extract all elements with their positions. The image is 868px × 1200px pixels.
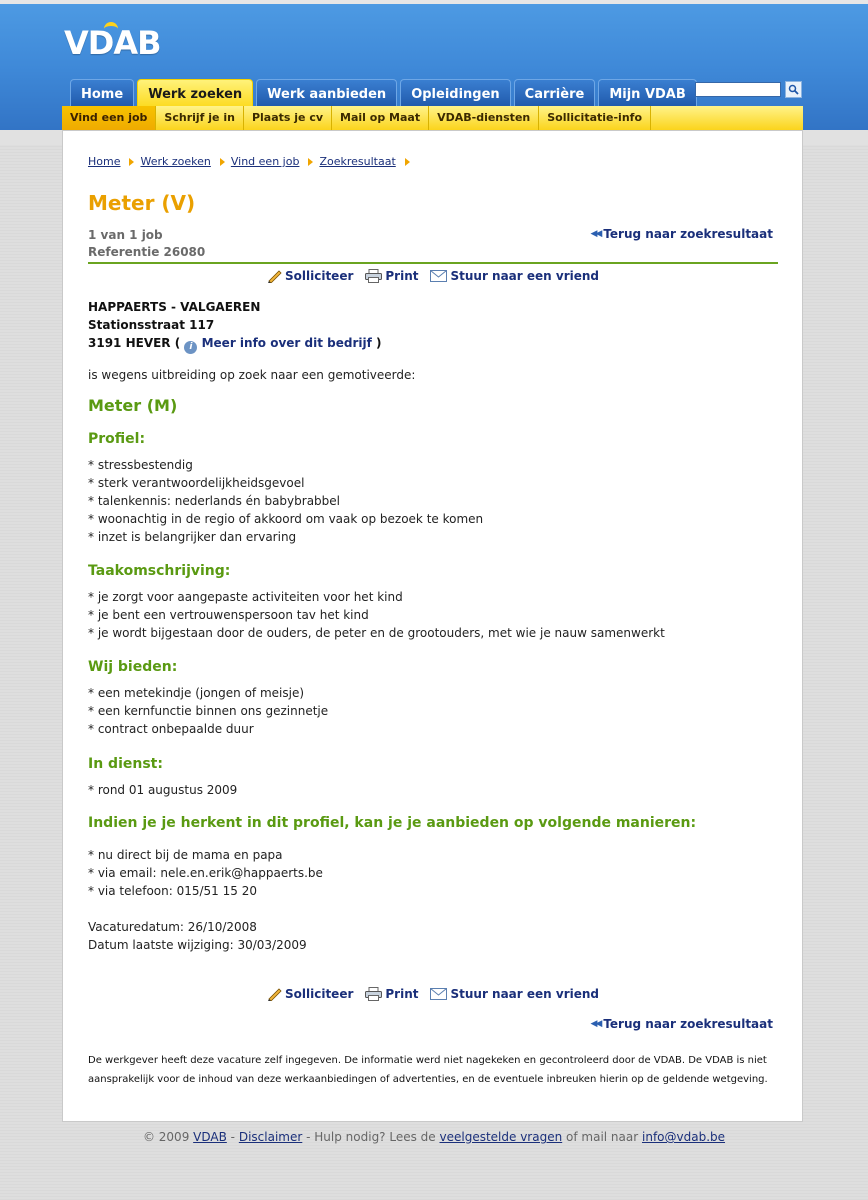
print-link[interactable] <box>365 269 418 283</box>
breadcrumb-arrow-icon <box>129 158 134 166</box>
dates-block <box>88 918 307 954</box>
list-item: * inzet is belangrijker dan ervaring <box>88 530 297 544</box>
list-item: * je bent een vertrouwenspersoon tav het kind <box>88 608 369 622</box>
company-street: Stationsstraat 117 <box>88 318 215 332</box>
footer-mail-text: of mail naar <box>566 1130 639 1144</box>
dienst-list <box>88 781 237 799</box>
footer-vdab-link[interactable]: VDAB <box>193 1130 227 1144</box>
tab-werk-zoeken[interactable]: Werk zoeken <box>137 79 253 110</box>
breadcrumb-vind-een-job[interactable]: Vind een job <box>230 155 300 168</box>
back-to-results-link-bottom[interactable] <box>590 1017 773 1031</box>
footer-help-text: - Hulp nodig? Lees de <box>306 1130 436 1144</box>
job-reference: Referentie 26080 <box>88 245 206 259</box>
back-to-results-label: Terug naar zoekresultaat <box>603 227 773 241</box>
sub-navigation <box>62 106 803 130</box>
apply-link[interactable] <box>267 269 353 283</box>
breadcrumb-zoekresultaat[interactable]: Zoekresultaat <box>319 155 396 168</box>
more-info-link[interactable]: Meer info over dit bedrijf <box>201 336 372 350</box>
apply-ways-list <box>88 846 323 900</box>
subnav-vdab-diensten[interactable]: VDAB-diensten <box>429 106 539 130</box>
profiel-heading: Profiel: <box>88 431 146 447</box>
tab-werk-aanbieden[interactable]: Werk aanbieden <box>256 79 397 109</box>
list-item: * sterk verantwoordelijkheidsgevoel <box>88 476 305 490</box>
breadcrumb-arrow-icon <box>220 158 225 166</box>
taak-list <box>88 588 665 642</box>
paren-open: ( <box>174 336 185 350</box>
subnav-mail-op-maat[interactable]: Mail op Maat <box>332 106 429 130</box>
breadcrumb <box>88 155 410 168</box>
vacancy-date: Vacaturedatum: 26/10/2008 <box>88 920 257 934</box>
footer-disclaimer-link[interactable]: Disclaimer <box>238 1130 303 1144</box>
page-footer <box>0 1130 868 1144</box>
bieden-list <box>88 684 328 738</box>
action-bar-top <box>88 269 778 283</box>
list-item: * nu direct bij de mama en papa <box>88 848 283 862</box>
search-input[interactable] <box>695 82 781 97</box>
send-to-friend-link[interactable] <box>430 269 599 283</box>
list-item: * een kernfunctie binnen ons gezinnetje <box>88 704 329 718</box>
bieden-heading: Wij bieden: <box>88 659 178 675</box>
search-button[interactable] <box>785 81 802 98</box>
job-count: 1 van 1 job <box>88 228 163 242</box>
info-icon: i <box>184 341 197 354</box>
envelope-icon <box>430 988 447 1000</box>
printer-icon <box>365 269 382 283</box>
tab-mijn-vdab[interactable]: Mijn VDAB <box>598 79 696 109</box>
taak-heading: Taakomschrijving: <box>88 563 231 579</box>
back-to-results-link-top[interactable] <box>590 227 773 241</box>
breadcrumb-werk-zoeken[interactable]: Werk zoeken <box>140 155 211 168</box>
apply-label: Solliciteer <box>284 269 354 283</box>
job-meta <box>88 227 205 261</box>
envelope-icon <box>430 270 447 282</box>
company-city-line <box>88 334 381 354</box>
print-link[interactable] <box>365 987 418 1001</box>
list-item: * je wordt bijgestaan door de ouders, de peter en de grootouders, met wie je nauw samenwerkt <box>88 626 665 640</box>
double-arrow-left-icon: ◀◀ <box>590 1019 601 1029</box>
last-modified-date: Datum laatste wijziging: 30/03/2009 <box>88 938 307 952</box>
send-label: Stuur naar een vriend <box>450 987 600 1001</box>
apply-label: Solliciteer <box>284 987 354 1001</box>
apply-link[interactable] <box>267 987 353 1001</box>
list-item: * woonachtig in de regio of akkoord om vaak op bezoek te komen <box>88 512 484 526</box>
list-item: * je zorgt voor aangepaste activiteiten voor het kind <box>88 590 403 604</box>
subnav-vind-een-job[interactable]: Vind een job <box>62 106 156 130</box>
apply-ways-heading: Indien je je herkent in dit profiel, kan je je aanbieden op volgende manieren: <box>88 815 697 831</box>
profiel-list <box>88 456 483 546</box>
subnav-sollicitatie-info[interactable]: Sollicitatie-info <box>539 106 651 130</box>
breadcrumb-home[interactable]: Home <box>88 155 121 168</box>
magnifier-icon <box>788 84 799 95</box>
list-item: * een metekindje (jongen of meisje) <box>88 686 305 700</box>
list-item: * contract onbepaalde duur <box>88 722 254 736</box>
list-item: * talenkennis: nederlands én babybrabbel <box>88 494 340 508</box>
green-divider <box>88 262 778 264</box>
function-title: Meter (M) <box>88 396 178 415</box>
tab-home[interactable]: Home <box>70 79 134 109</box>
print-label: Print <box>385 987 419 1001</box>
intro-text: is wegens uitbreiding op zoek naar een gemotiveerde: <box>88 368 416 382</box>
dienst-heading: In dienst: <box>88 756 163 772</box>
pencil-icon <box>267 270 282 283</box>
subnav-plaats-je-cv[interactable]: Plaats je cv <box>244 106 332 130</box>
company-city: 3191 HEVER <box>88 336 171 350</box>
action-bar-bottom <box>88 987 778 1001</box>
company-address <box>88 298 381 354</box>
breadcrumb-arrow-icon <box>308 158 313 166</box>
pencil-icon <box>267 988 282 1001</box>
logo-swoosh-icon <box>104 22 118 36</box>
paren-close: ) <box>376 336 382 350</box>
page-title: Meter (V) <box>88 191 196 215</box>
list-item: * stressbestendig <box>88 458 193 472</box>
tab-opleidingen[interactable]: Opleidingen <box>400 79 510 109</box>
subnav-schrijf-je-in[interactable]: Schrijf je in <box>156 106 244 130</box>
list-item: * via email: nele.en.erik@happaerts.be <box>88 866 323 880</box>
back-to-results-label: Terug naar zoekresultaat <box>603 1017 773 1031</box>
print-label: Print <box>385 269 419 283</box>
printer-icon <box>365 987 382 1001</box>
list-item: * via telefoon: 015/51 15 20 <box>88 884 257 898</box>
breadcrumb-arrow-icon <box>405 158 410 166</box>
disclaimer-text: De werkgever heeft deze vacature zelf ingegeven. De informatie werd niet nagekeken en gecontroleerd door de VDAB. De VDAB is niet aansprakelijk voor de inhoud van deze werkaanbiedingen of advertenties, en de eventuele inbreuken hierin op de geldende wetgeving. <box>88 1055 768 1085</box>
list-item: * rond 01 augustus 2009 <box>88 783 238 797</box>
copyright: © 2009 <box>142 1130 190 1144</box>
content-panel <box>62 130 803 1122</box>
send-label: Stuur naar een vriend <box>450 269 600 283</box>
footer-faq-link[interactable]: veelgestelde vragen <box>439 1130 563 1144</box>
company-name: HAPPAERTS - VALGAEREN <box>88 300 261 314</box>
footer-email-link[interactable]: info@vdab.be <box>642 1130 726 1144</box>
double-arrow-left-icon: ◀◀ <box>590 229 601 239</box>
send-to-friend-link[interactable] <box>430 987 599 1001</box>
vdab-logo[interactable]: VDAB <box>64 24 161 62</box>
tab-carriere[interactable]: Carrière <box>514 79 596 109</box>
footer-separator: - <box>230 1130 236 1144</box>
